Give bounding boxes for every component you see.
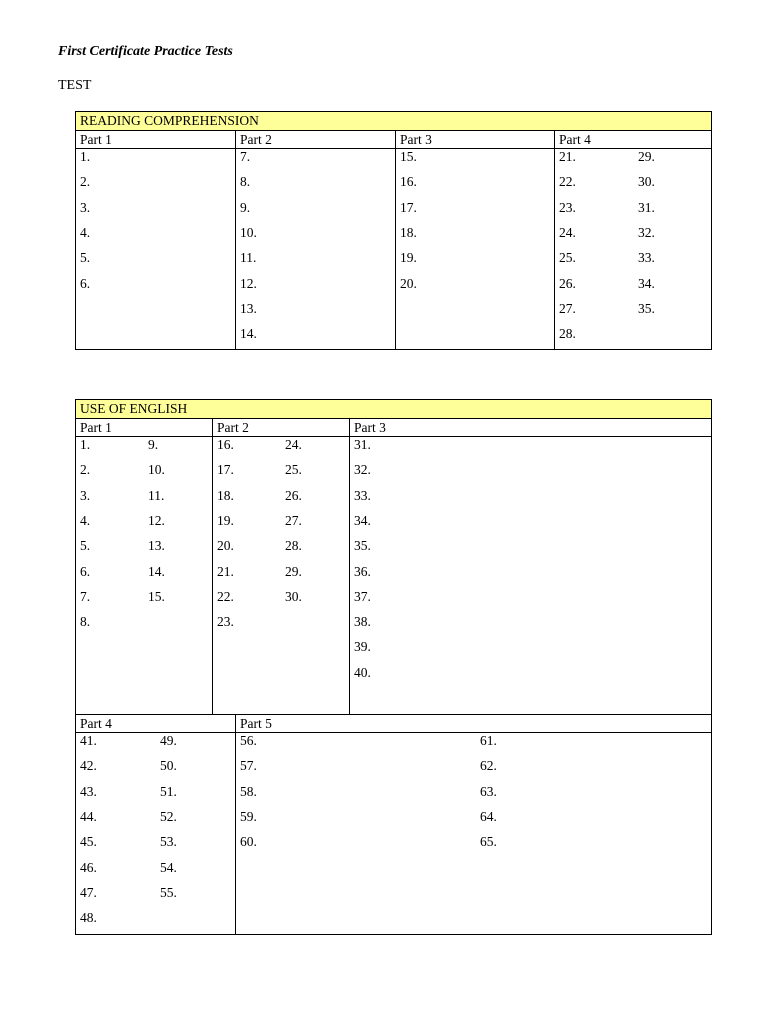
question-number: 7. bbox=[80, 588, 91, 604]
question-number: 38. bbox=[354, 614, 371, 630]
question-number: 15. bbox=[400, 149, 417, 164]
question-number: 47. bbox=[80, 884, 97, 900]
question-number: 33. bbox=[354, 487, 371, 503]
question-number: 33. bbox=[638, 250, 655, 266]
question-number: 40. bbox=[354, 664, 371, 680]
question-number: 1. bbox=[80, 149, 91, 164]
question-number: 25. bbox=[559, 250, 576, 266]
part-heading: Part 1 bbox=[76, 131, 236, 148]
question-number: 39. bbox=[354, 639, 371, 655]
answer-column bbox=[396, 149, 555, 349]
question-number: 55. bbox=[160, 884, 177, 900]
answer-column bbox=[76, 437, 213, 714]
question-number: 53. bbox=[160, 834, 177, 850]
reading-section-title: READING COMPREHENSION bbox=[76, 112, 711, 131]
question-number: 48. bbox=[80, 910, 97, 926]
question-number: 65. bbox=[480, 834, 497, 850]
question-number: 32. bbox=[354, 462, 371, 478]
part-heading: Part 2 bbox=[236, 131, 396, 148]
question-number: 18. bbox=[217, 487, 234, 503]
question-number: 6. bbox=[80, 275, 91, 291]
question-number: 11. bbox=[240, 250, 257, 266]
question-number: 59. bbox=[240, 808, 257, 824]
question-number: 57. bbox=[240, 758, 257, 774]
question-number: 3. bbox=[80, 199, 91, 215]
use-of-english-section-title: USE OF ENGLISH bbox=[76, 400, 711, 419]
document-title: First Certificate Practice Tests bbox=[58, 44, 233, 59]
question-number: 37. bbox=[354, 588, 371, 604]
answer-column bbox=[350, 437, 711, 714]
question-number: 54. bbox=[160, 859, 177, 875]
question-number: 4. bbox=[80, 224, 91, 240]
question-number: 45. bbox=[80, 834, 97, 850]
question-number: 2. bbox=[80, 174, 91, 190]
answer-column bbox=[236, 733, 711, 934]
question-number: 15. bbox=[148, 588, 165, 604]
part-heading: Part 4 bbox=[559, 132, 591, 147]
question-number: 9. bbox=[240, 199, 251, 215]
question-number: 35. bbox=[638, 300, 655, 316]
part-heading: Part 3 bbox=[354, 420, 386, 435]
question-number: 22. bbox=[559, 174, 576, 190]
question-number: 50. bbox=[160, 758, 177, 774]
question-number: 32. bbox=[638, 224, 655, 240]
question-number: 14. bbox=[148, 563, 165, 579]
question-number: 13. bbox=[148, 538, 165, 554]
question-number: 5. bbox=[80, 538, 91, 554]
question-number: 23. bbox=[217, 614, 234, 630]
question-number: 18. bbox=[400, 224, 417, 240]
question-number: 29. bbox=[638, 149, 655, 164]
part-heading: Part 2 bbox=[213, 419, 350, 436]
question-number: 29. bbox=[285, 563, 302, 579]
part-heading: Part 1 bbox=[76, 419, 213, 436]
question-number: 43. bbox=[80, 783, 97, 799]
question-number: 30. bbox=[638, 174, 655, 190]
part-heading: Part 4 bbox=[76, 715, 236, 732]
question-number: 30. bbox=[285, 588, 302, 604]
question-number: 16. bbox=[217, 437, 234, 452]
question-number: 26. bbox=[559, 275, 576, 291]
question-number: 7. bbox=[240, 149, 251, 164]
question-number: 12. bbox=[148, 512, 165, 528]
question-number: 21. bbox=[217, 563, 234, 579]
question-number: 41. bbox=[80, 733, 97, 748]
question-number: 36. bbox=[354, 563, 371, 579]
question-number: 24. bbox=[285, 437, 302, 452]
question-number: 56. bbox=[240, 733, 257, 748]
test-label: TEST bbox=[58, 78, 92, 93]
question-number: 58. bbox=[240, 783, 257, 799]
question-number: 1. bbox=[80, 437, 91, 452]
question-number: 28. bbox=[559, 326, 576, 342]
question-number: 9. bbox=[148, 437, 159, 452]
question-number: 28. bbox=[285, 538, 302, 554]
question-number: 8. bbox=[240, 174, 251, 190]
question-number: 31. bbox=[354, 437, 371, 452]
question-number: 16. bbox=[400, 174, 417, 190]
question-number: 10. bbox=[240, 224, 257, 240]
question-number: 20. bbox=[400, 275, 417, 291]
question-number: 27. bbox=[285, 512, 302, 528]
answer-column bbox=[236, 149, 396, 349]
part-heading: Part 3 bbox=[396, 131, 555, 148]
question-number: 19. bbox=[400, 250, 417, 266]
question-number: 61. bbox=[480, 733, 497, 748]
question-number: 13. bbox=[240, 300, 257, 316]
question-number: 44. bbox=[80, 808, 97, 824]
answer-column bbox=[76, 733, 236, 934]
question-number: 8. bbox=[80, 614, 91, 630]
question-number: 60. bbox=[240, 834, 257, 850]
question-number: 12. bbox=[240, 275, 257, 291]
question-number: 34. bbox=[638, 275, 655, 291]
answer-column bbox=[213, 437, 350, 714]
question-number: 4. bbox=[80, 512, 91, 528]
question-number: 35. bbox=[354, 538, 371, 554]
question-number: 42. bbox=[80, 758, 97, 774]
question-number: 25. bbox=[285, 462, 302, 478]
question-number: 17. bbox=[217, 462, 234, 478]
use-of-english-table bbox=[75, 399, 712, 935]
answer-column bbox=[76, 149, 236, 349]
question-number: 3. bbox=[80, 487, 91, 503]
question-number: 22. bbox=[217, 588, 234, 604]
question-number: 6. bbox=[80, 563, 91, 579]
question-number: 17. bbox=[400, 199, 417, 215]
question-number: 64. bbox=[480, 808, 497, 824]
question-number: 24. bbox=[559, 224, 576, 240]
question-number: 26. bbox=[285, 487, 302, 503]
question-number: 2. bbox=[80, 462, 91, 478]
question-number: 20. bbox=[217, 538, 234, 554]
question-number: 23. bbox=[559, 199, 576, 215]
question-number: 19. bbox=[217, 512, 234, 528]
question-number: 34. bbox=[354, 512, 371, 528]
answer-column bbox=[555, 149, 711, 349]
reading-comprehension-table bbox=[75, 111, 712, 350]
question-number: 21. bbox=[559, 149, 576, 164]
question-number: 14. bbox=[240, 326, 257, 342]
question-number: 11. bbox=[148, 487, 165, 503]
question-number: 46. bbox=[80, 859, 97, 875]
question-number: 62. bbox=[480, 758, 497, 774]
question-number: 5. bbox=[80, 250, 91, 266]
question-number: 10. bbox=[148, 462, 165, 478]
question-number: 31. bbox=[638, 199, 655, 215]
part-heading: Part 5 bbox=[240, 716, 272, 731]
question-number: 63. bbox=[480, 783, 497, 799]
question-number: 49. bbox=[160, 733, 177, 748]
question-number: 52. bbox=[160, 808, 177, 824]
question-number: 27. bbox=[559, 300, 576, 316]
question-number: 51. bbox=[160, 783, 177, 799]
